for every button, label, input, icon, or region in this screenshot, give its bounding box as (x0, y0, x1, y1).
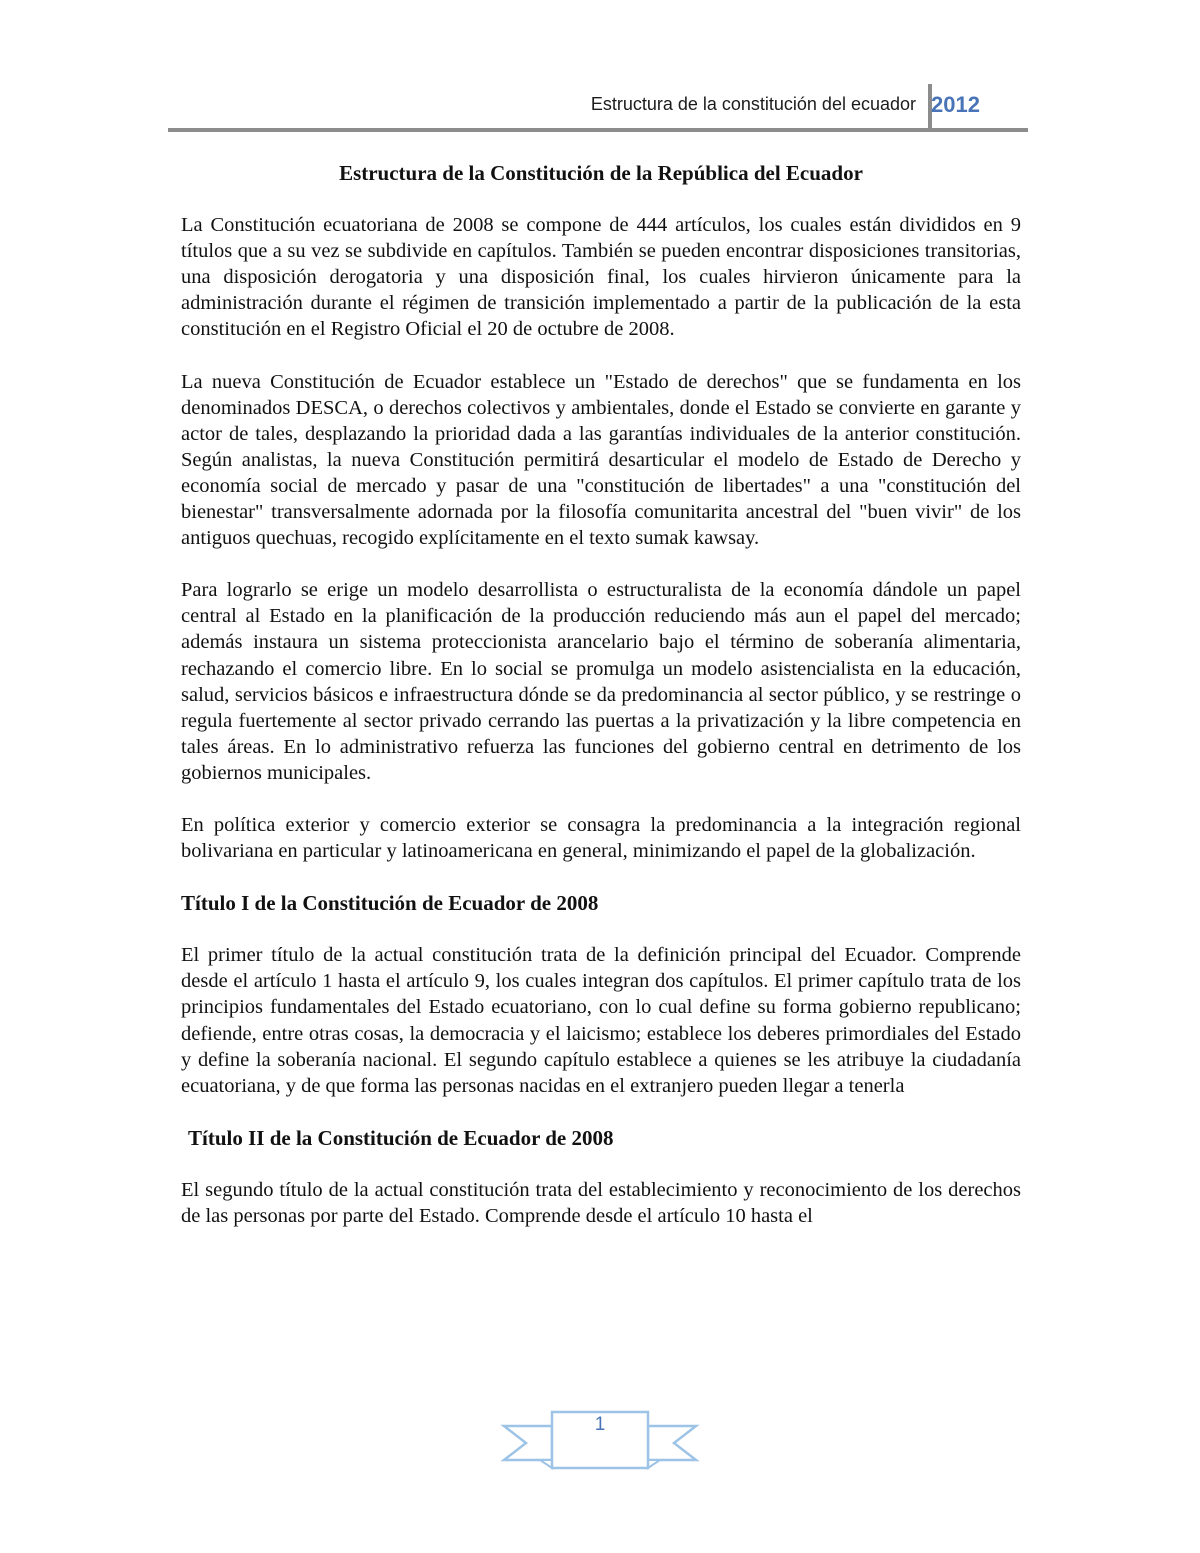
page-footer (500, 1410, 700, 1476)
paragraph-1: La Constitución ecuatoriana de 2008 se compone de 444 artículos, los cuales están divididos en 9 títulos que a su vez se subdivide en capítulos. También se pueden encontrar disposiciones transitorias, una disposición derogatoria y una disposición final, los cuales hirvieron únicamente para la administración durante el régimen de transición implementado a partir de la publicación de la esta constitución en el Registro Oficial el 20 de octubre de 2008. (181, 214, 1021, 341)
ribbon-right-fold (648, 1460, 660, 1468)
ribbon-right-tail (648, 1426, 696, 1460)
ribbon-left-fold (540, 1460, 552, 1468)
paragraph-4: En política exterior y comercio exterior se consagra la predominancia a la integración regional bolivariana en particular y latinoamericana en general, minimizando el papel de la globalización. (181, 813, 1021, 863)
page-header (168, 84, 1028, 132)
header-rule (168, 128, 1028, 132)
ribbon-left-tail (504, 1426, 552, 1460)
document-title: Estructura de la Constitución de la República del Ecuador (339, 161, 863, 185)
section-heading-titulo-1: Título I de la Constitución de Ecuador de 2008 (181, 891, 599, 916)
paragraph-3: Para lograrlo se erige un modelo desarrollista o estructuralista de la economía dándole un papel central al Estado en la planificación de la producción reduciendo más aun el papel del mercado; además instaura un sistema proteccionista arancelario bajo el término de soberanía alimentaria, rechazando el comercio libre. En lo social se promulga un modelo asistencialista en la educación, salud, servicios básicos e infraestructura dónde se da predominancia al sector público, y se restringe o regula fuertemente al sector privado cerrando las puertas a la privatización y la libre competencia en tales áreas. En lo administrativo refuerza las funciones del gobierno central en detrimento de los gobiernos municipales. (181, 579, 1021, 784)
page-number: 1 (594, 1414, 606, 1435)
paragraph-2: La nueva Constitución de Ecuador establece un "Estado de derechos" que se fundamenta en los denominados DESCA, o derechos colectivos y ambientales, donde el Estado se convierte en garante y actor de tales, desplazando la prioridad dada a las garantías individuales de la anterior constitución. Según analistas, la nueva Constitución permitirá desarticular el modelo de Estado de Derecho y economía social de mercado y pasar de una "constitución de libertades" a una "constitución del bienestar" transversalmente adornada por la filosofía comunitarita ancestral del "buen vivir" de los antiguos quechuas, recogido explícitamente en el texto sumak kawsay. (181, 370, 1021, 550)
section-heading-titulo-2: Título II de la Constitución de Ecuador de 2008 (188, 1125, 614, 1150)
header-title: Estructura de la constitución del ecuador (590, 94, 916, 114)
document-body (181, 160, 1021, 1255)
section-text-titulo-1: El primer título de la actual constitución trata de la definición principal del Ecuador. Comprende desde el artículo 1 hasta el artículo 9, los cuales integran dos capítulos. El primer capítulo trata de los principios fundamentales del Estado ecuatoriano, con lo cual define su forma gobierno republicano; defiende, entre otras cosas, la democracia y el laicismo; establece los deberes primordiales del Estado y define la soberanía nacional. El segundo capítulo establece a quienes se les atribuye la ciudadanía ecuatoriana, y de que forma las personas nacidas en el extranjero pueden llegar a tenerla (181, 944, 1021, 1097)
section-text-titulo-2: El segundo título de la actual constitución trata del establecimiento y reconocimiento de los derechos de las personas por parte del Estado. Comprende desde el artículo 10 hasta el (181, 1178, 1021, 1227)
header-year: 2012 (931, 92, 980, 117)
